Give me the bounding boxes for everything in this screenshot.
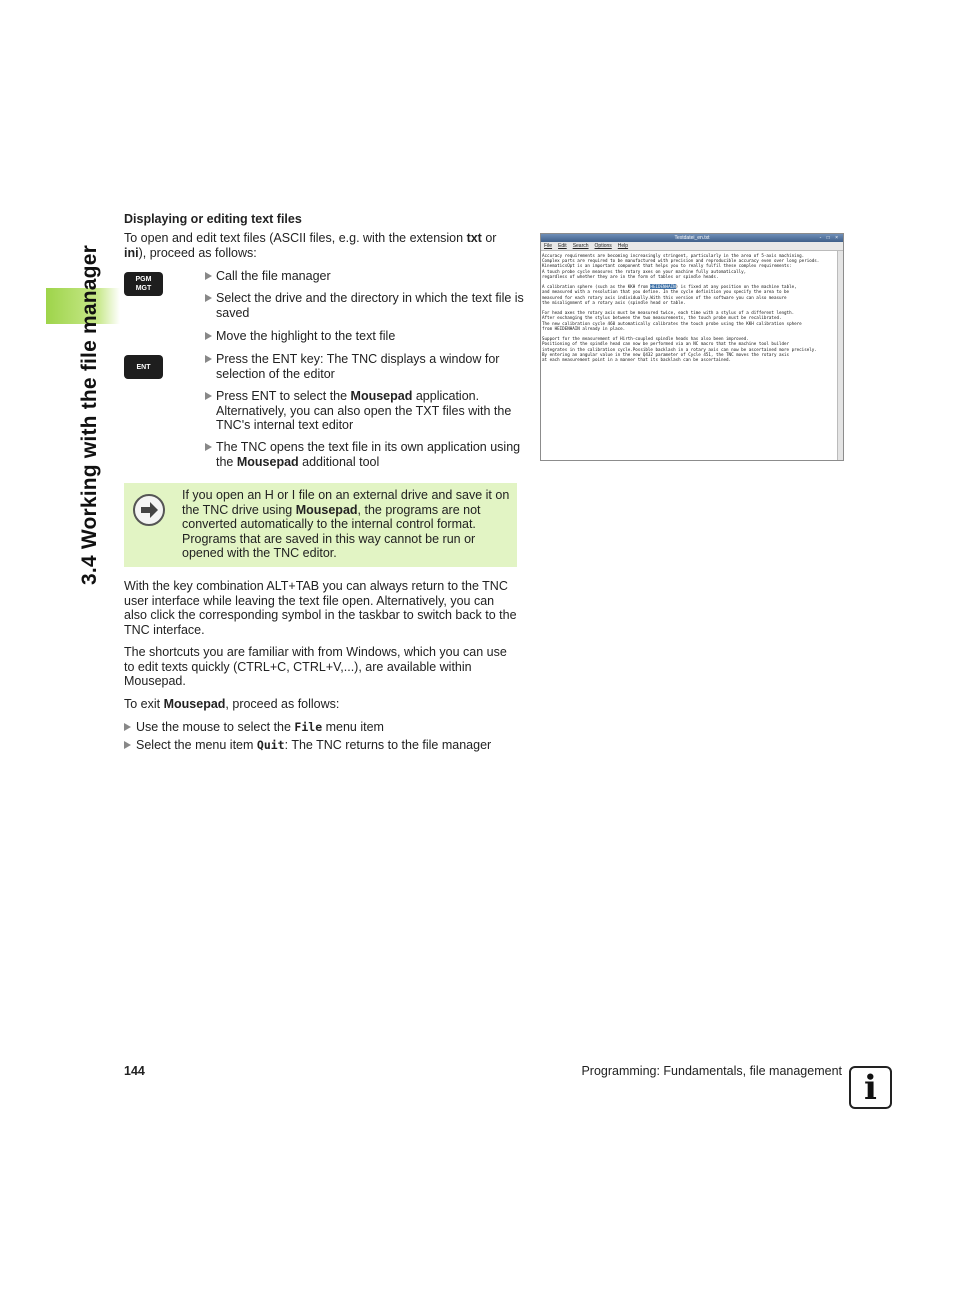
section-heading: Displaying or editing text files: [124, 212, 302, 226]
arrow-bullet-icon: [124, 723, 131, 731]
arrow-bullet-icon: [205, 332, 212, 340]
footer-title: Programming: Fundamentals, file management: [581, 1064, 842, 1078]
menu-item-options[interactable]: Options: [594, 243, 612, 249]
selected-text: HEIDENHAIN: [650, 284, 676, 290]
ent-key-icon: ENT: [124, 355, 163, 379]
step-item: The TNC opens the text file in its own application using the Mousepad additional tool: [205, 440, 530, 469]
editor-text-line: at each measurement point in a manner that its backlash can be ascertained.: [542, 357, 732, 363]
window-control-icons[interactable]: - □ ×: [819, 235, 840, 241]
alt-tab-paragraph: With the key combination ALT+TAB you can always return to the TNC user interface while leaving the text file open. Alternatively, you can also click the corresponding symbol in the taskbar to switch back to the TNC interface.: [124, 579, 517, 637]
mousepad-screenshot: [540, 233, 844, 461]
intro-paragraph: To open and edit text files (ASCII files, e.g. with the extension txt or ini), proceed as follows:: [124, 231, 497, 260]
editor-text-line: Support for the measurement of Hirth-coupled spindle heads has also been improved.: [542, 336, 749, 342]
exit-paragraph: To exit Mousepad, proceed as follows:: [124, 697, 340, 711]
text-editor-area[interactable]: [541, 251, 843, 362]
arrow-right-icon: [133, 494, 165, 526]
editor-text-line: A calibration sphere (such as the KKH from HEIDENHAIN) is fixed at any position on the machine table,: [542, 284, 797, 290]
editor-text-line: For head axes the rotary axis must be measured twice, each time with a stylus of a different length.: [542, 310, 795, 316]
editor-text-line: By entering an angular value in the new Q432 parameter of Cycle 451, the TNC moves the rotary axis: [542, 351, 790, 357]
vertical-scrollbar[interactable]: [837, 251, 843, 460]
editor-text-line: Accuracy requirements are becoming increasingly stringent, particularly in the area of 5-axis machining.: [542, 253, 805, 258]
exit-step-item: Use the mouse to select the File menu item: [124, 720, 531, 735]
editor-text-line: After exchanging the stylus between the two measurements, the touch probe must be recalibrated.: [542, 315, 782, 321]
exit-step-item: Select the menu item Quit: The TNC returns to the file manager: [124, 738, 531, 753]
editor-text-line: the misalignment of a rotary axis (spindle head or table.: [542, 299, 686, 305]
arrow-bullet-icon: [205, 443, 212, 451]
chapter-title: 3.4 Working with the file manager: [78, 245, 101, 585]
step-item: Press ENT to select the Mousepad application. Alternatively, you can also open the TXT files with the TNC's internal text editor: [205, 389, 530, 433]
editor-text-line: Complex parts are required to be manufactured with precision and reproducible accuracy even over long periods.: [542, 258, 820, 264]
editor-text-line: Positioning of the spindle head can now be performed via an NC macro that the machine tool builder: [542, 341, 790, 347]
menu-item-search[interactable]: Search: [572, 243, 589, 249]
info-icon: i: [849, 1066, 892, 1109]
shortcuts-paragraph: The shortcuts you are familiar with from Windows, which you can use to edit texts quickly (CTRL+C, CTRL+V,...), are available within Mousepad.: [124, 645, 507, 688]
arrow-bullet-icon: [205, 294, 212, 302]
note-box: [124, 483, 517, 567]
arrow-bullet-icon: [205, 272, 212, 280]
menu-item-file[interactable]: File: [544, 243, 553, 249]
step-item: Select the drive and the directory in which the text file is saved: [205, 291, 530, 320]
editor-text-line: and measured with a resolution that you define. In the cycle definition you specify the area to be: [542, 289, 790, 295]
menu-item-edit[interactable]: Edit: [558, 243, 567, 249]
arrow-bullet-icon: [205, 355, 212, 363]
editor-text-line: from HEIDENHAIN already in place.: [542, 325, 626, 331]
pgm-mgt-key-icon: PGM MGT: [124, 272, 163, 296]
step-item: Press the ENT key: The TNC displays a window for selection of the editor: [205, 352, 530, 381]
window-title: Textdatei_en.txt: [674, 235, 710, 241]
editor-text-line: A touch probe cycle measures the rotary axes on your machine fully automatically,: [542, 268, 747, 274]
note-text: If you open an H or I file on an external drive and save it on the TNC drive using Mousepad, the programs are not converted automatically to the internal control format. Programs that are saved in this way cannot be run or opened with the TNC editor.: [182, 488, 510, 560]
step-item: Move the highlight to the text file: [205, 329, 530, 344]
editor-text-line: measured for each rotary axis individually.With this version of the software you can also measure: [542, 294, 787, 300]
menu-bar: [541, 242, 843, 251]
arrow-bullet-icon: [205, 392, 212, 400]
step-item: Call the file manager: [205, 269, 530, 284]
page-number: 144: [124, 1064, 145, 1078]
menu-item-help[interactable]: Help: [617, 243, 629, 249]
editor-text-line: KinematicsOpt is an important component that helps you to really fulfil these complex requirements:: [542, 263, 792, 269]
window-titlebar: [541, 234, 843, 242]
editor-text-line: The new calibration cycle 460 automatically calibrates the touch probe using the KKH calibration sphere: [542, 320, 802, 326]
editor-text-line: integrates in the calibration cycle.Possible backlash in a rotary axis can now be ascertained more precisely.: [542, 346, 817, 352]
arrow-bullet-icon: [124, 741, 131, 749]
editor-text-line: regardless of whether they are in the form of tables or spindle heads.: [542, 273, 719, 279]
